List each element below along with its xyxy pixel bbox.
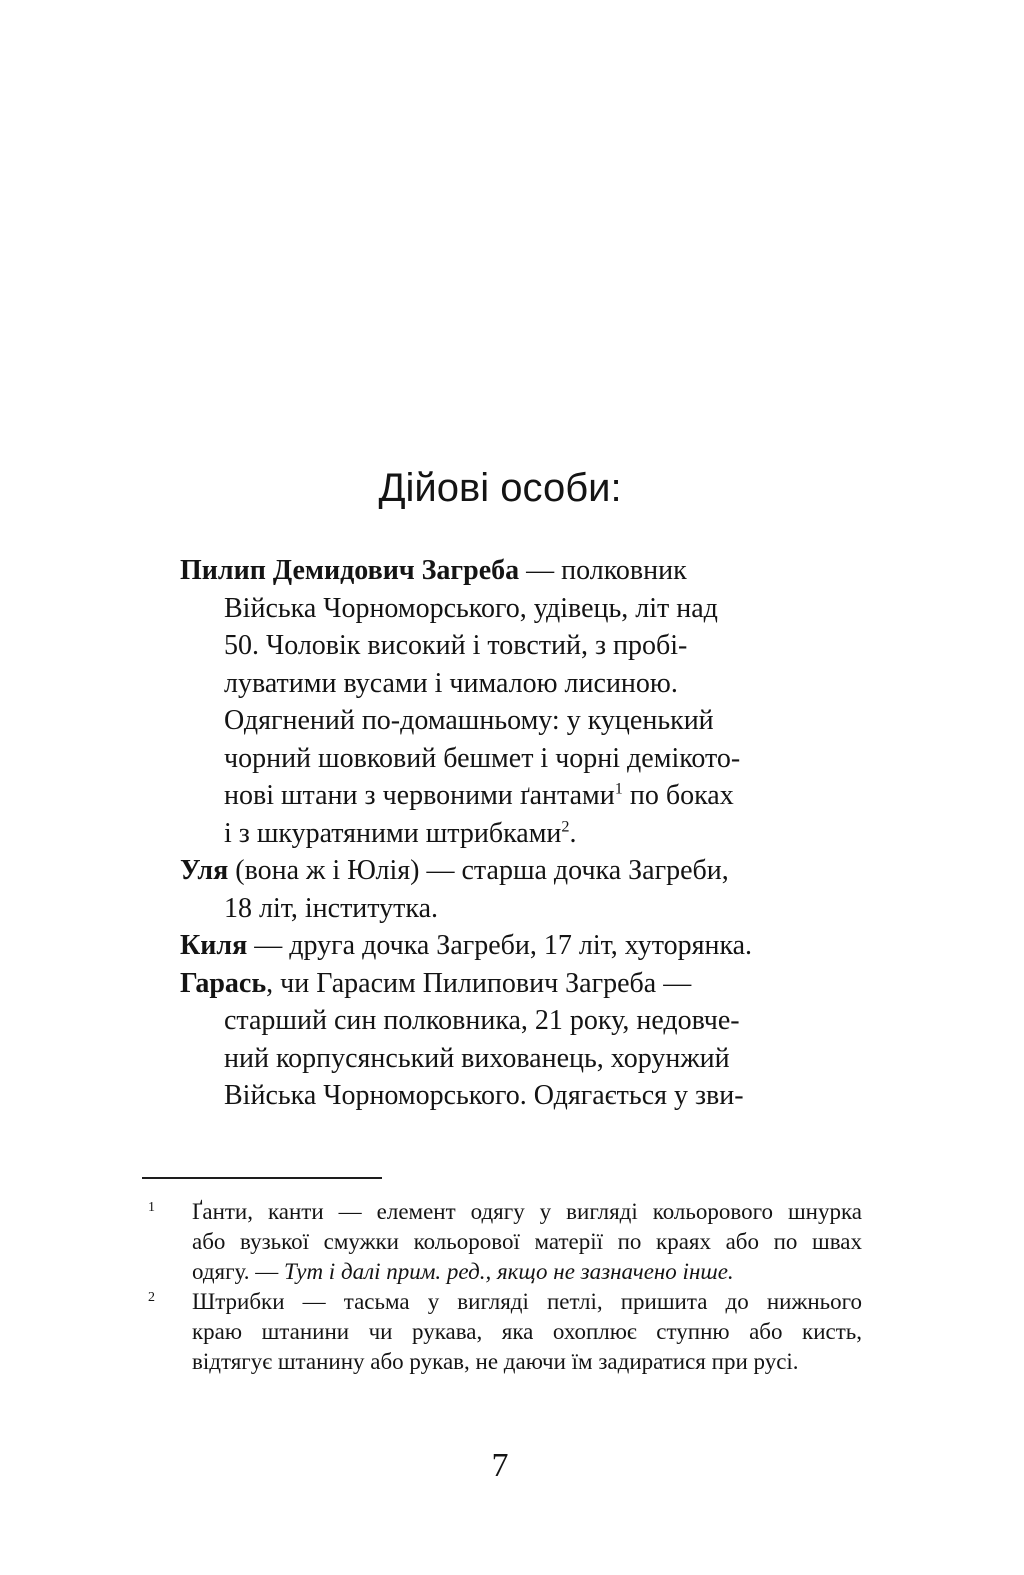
footnote-line <box>192 1317 862 1347</box>
character-name: Пилип Демидович Загреба <box>180 555 520 586</box>
body-line <box>180 590 828 628</box>
text-segment: відтягує штанину або рукав, не даючи їм задиратися при русі. <box>192 1349 799 1374</box>
character-list <box>180 552 828 1115</box>
text-segment: Одягнений по-домашньому: у куценький <box>224 705 714 736</box>
text-segment: старший син полковника, 21 року, недовче- <box>224 1005 740 1036</box>
text-segment: Війська Чорноморського. Одягається у зви- <box>224 1080 744 1111</box>
text-segment: . <box>569 817 577 849</box>
body-line <box>180 1040 828 1078</box>
text-segment: ний корпусянський вихованець, хорунжий <box>224 1042 730 1074</box>
body-line <box>180 627 828 665</box>
text-segment: одягу. — <box>192 1259 284 1284</box>
body-line <box>180 927 828 965</box>
character-name: Уля <box>180 855 229 886</box>
character-name: Киля <box>180 930 248 961</box>
text-segment: краю штанини чи рукава, яка охоплює ступню або кисть, <box>192 1319 862 1344</box>
body-line <box>180 815 828 853</box>
text-segment: — полковник <box>519 555 687 586</box>
text-segment: і з шкуратяними штрибками <box>224 817 562 849</box>
footnote <box>140 1197 862 1287</box>
footnote-line <box>192 1347 862 1377</box>
footnote-line <box>192 1197 862 1227</box>
footnote-line <box>192 1287 862 1317</box>
footnote-marker: 1 <box>148 1200 155 1215</box>
body-line <box>180 665 828 703</box>
text-segment: , чи Гарасим Пилипович Загреба — <box>266 967 692 999</box>
body-line <box>180 702 828 740</box>
footnote-reference: 1 <box>614 779 623 798</box>
text-segment: Тут і далі прим. ред., якщо не зазначено інше. <box>284 1259 734 1284</box>
text-segment: нові штани з червоними ґантами <box>224 780 615 811</box>
body-line <box>180 852 828 890</box>
text-segment: Війська Чорноморського, удівець, літ над <box>224 592 718 624</box>
footnote-line <box>192 1257 862 1287</box>
body-line <box>180 1077 828 1115</box>
text-segment: по боках <box>622 780 734 811</box>
footnote-marker: 2 <box>148 1290 155 1305</box>
text-segment: Ґанти, канти — елемент одягу у вигляді кольорового шнурка <box>192 1199 862 1224</box>
text-segment: — друга дочка Загреби, 17 літ, хуторянка. <box>247 930 753 961</box>
body-line <box>180 740 828 778</box>
footnote-reference: 2 <box>561 817 570 836</box>
text-segment: чорний шовковий бешмет і чорні демікото- <box>224 742 741 774</box>
text-segment: луватими вусами і чималою лисиною. <box>224 667 678 699</box>
footnote-line <box>192 1227 862 1257</box>
footnote-separator <box>142 1177 382 1179</box>
page-number: 7 <box>491 1447 509 1484</box>
body-line <box>180 1002 828 1040</box>
text-segment: 18 літ, інститутка. <box>224 892 439 924</box>
body-line <box>180 965 828 1003</box>
text-segment: 50. Чоловік високий і товстий, з пробі- <box>224 630 688 661</box>
body-line <box>180 777 828 815</box>
body-line <box>180 552 828 590</box>
text-segment: або вузької смужки кольорової матерії по краях або по швах <box>192 1229 862 1254</box>
character-name: Гарась <box>180 967 267 999</box>
footnotes <box>140 1197 862 1377</box>
section-title: Дійові особи: <box>378 466 622 510</box>
body-line <box>180 890 828 928</box>
text-segment: Штрибки — тасьма у вигляді петлі, пришита до нижнього <box>192 1289 862 1314</box>
text-segment: (вона ж і Юлія) — старша дочка Загреби, <box>228 855 729 886</box>
footnote <box>140 1287 862 1377</box>
